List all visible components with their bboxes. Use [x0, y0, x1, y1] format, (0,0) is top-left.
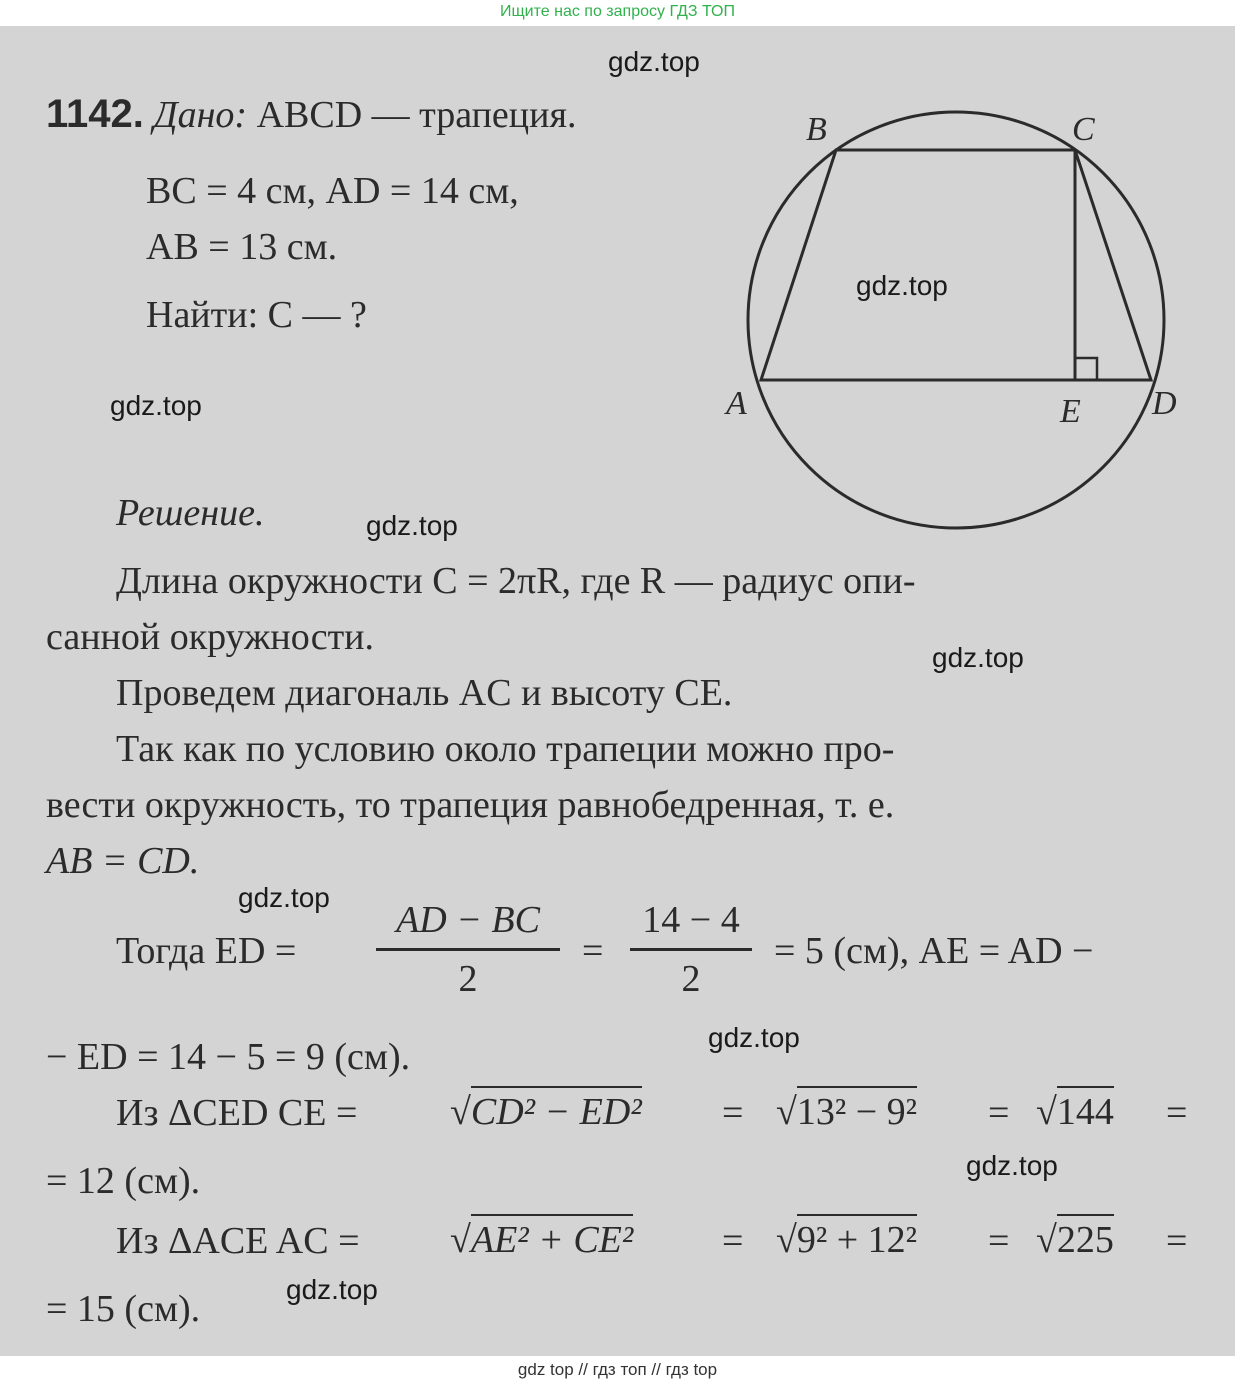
ce-equals-3: = [988, 1092, 1010, 1134]
ce-equals-2: = [722, 1092, 744, 1134]
sqrt-cd-ed: √CD² − ED² [450, 1086, 642, 1134]
watermark: gdz.top [708, 1022, 800, 1053]
solution-p2: Проведем диагональ AC и высоту CE. [116, 672, 733, 714]
watermark: gdz.top [238, 882, 330, 913]
trapezoid-diagram [720, 96, 1180, 546]
ac-equals-3: = [988, 1220, 1010, 1262]
ce-result: = 12 (см). [46, 1160, 201, 1202]
textbook-page [0, 26, 1235, 1356]
watermark: gdz.top [966, 1150, 1058, 1181]
given-line-2: AB = 13 см. [146, 226, 338, 268]
sqrt-225-radicand: 225 [1057, 1214, 1114, 1262]
fraction-ad-bc-num: AD − BC [396, 899, 540, 941]
circumscribed-circle [748, 112, 1164, 528]
fraction-14-4 [630, 898, 752, 1001]
ac-equals-end: = [1166, 1220, 1188, 1262]
solution-p3c: AB = CD. [46, 840, 200, 882]
problem-header [46, 94, 576, 134]
watermark: gdz.top [856, 270, 948, 301]
problem-number: 1142. [46, 92, 144, 136]
sqrt-ae-ce: √AE² + CE² [450, 1214, 633, 1262]
fraction-ad-bc-den: 2 [458, 958, 478, 1000]
watermark: gdz.top [110, 390, 202, 421]
trapezoid-abcd [761, 150, 1151, 380]
then-rhs: = 5 (см), AE = AD − [774, 930, 1094, 972]
label-e: E [1060, 393, 1081, 430]
solution-p1a: Длина окружности C = 2πR, где R — радиус опи- [116, 560, 916, 602]
label-c: C [1072, 111, 1095, 148]
label-a: A [726, 385, 747, 422]
sqrt-cd-ed-radicand: CD² − ED² [471, 1086, 642, 1134]
top-banner: Ищите нас по запросу ГДЗ ТОП [0, 0, 1235, 26]
ac-result: = 15 (см). [46, 1288, 201, 1330]
sqrt-144: √144 [1036, 1086, 1114, 1134]
watermark: gdz.top [608, 46, 700, 77]
ac-equals-2: = [722, 1220, 744, 1262]
ac-prefix: Из ΔACE AC = [116, 1220, 360, 1262]
label-b: B [806, 111, 827, 148]
fraction-14-4-num: 14 − 4 [642, 899, 740, 941]
given-text: ABCD — трапеция. [256, 94, 577, 136]
footer: gdz top // гдз топ // гдз top [0, 1356, 1235, 1384]
ce-prefix: Из ΔCED CE = [116, 1092, 358, 1134]
sqrt-9-12: √9² + 12² [776, 1214, 917, 1262]
equals-1: = [582, 930, 604, 972]
label-d: D [1152, 385, 1177, 422]
line-ae: − ED = 14 − 5 = 9 (см). [46, 1036, 411, 1078]
sqrt-144-radicand: 144 [1057, 1086, 1114, 1134]
fraction-ad-bc [376, 898, 560, 1001]
fraction-14-4-den: 2 [681, 958, 701, 1000]
then-lhs: Тогда ED = [116, 930, 297, 972]
watermark: gdz.top [366, 510, 458, 541]
sqrt-225: √225 [1036, 1214, 1114, 1262]
sqrt-13-9: √13² − 9² [776, 1086, 917, 1134]
find-line: Найти: C — ? [146, 294, 367, 336]
given-label: Дано: [153, 94, 248, 136]
solution-p1b: санной окружности. [46, 616, 375, 658]
ce-equals-end: = [1166, 1092, 1188, 1134]
given-line-1: BC = 4 см, AD = 14 см, [146, 170, 519, 212]
solution-title: Решение. [116, 492, 265, 534]
watermark: gdz.top [286, 1274, 378, 1305]
sqrt-9-12-radicand: 9² + 12² [797, 1214, 917, 1262]
solution-p3a: Так как по условию около трапеции можно про- [116, 728, 895, 770]
solution-p3b: вести окружность, то трапеция равнобедренная, т. е. [46, 784, 895, 826]
sqrt-13-9-radicand: 13² − 9² [797, 1086, 917, 1134]
sqrt-ae-ce-radicand: AE² + CE² [471, 1214, 633, 1262]
right-angle-mark [1075, 358, 1097, 380]
watermark: gdz.top [932, 642, 1024, 673]
